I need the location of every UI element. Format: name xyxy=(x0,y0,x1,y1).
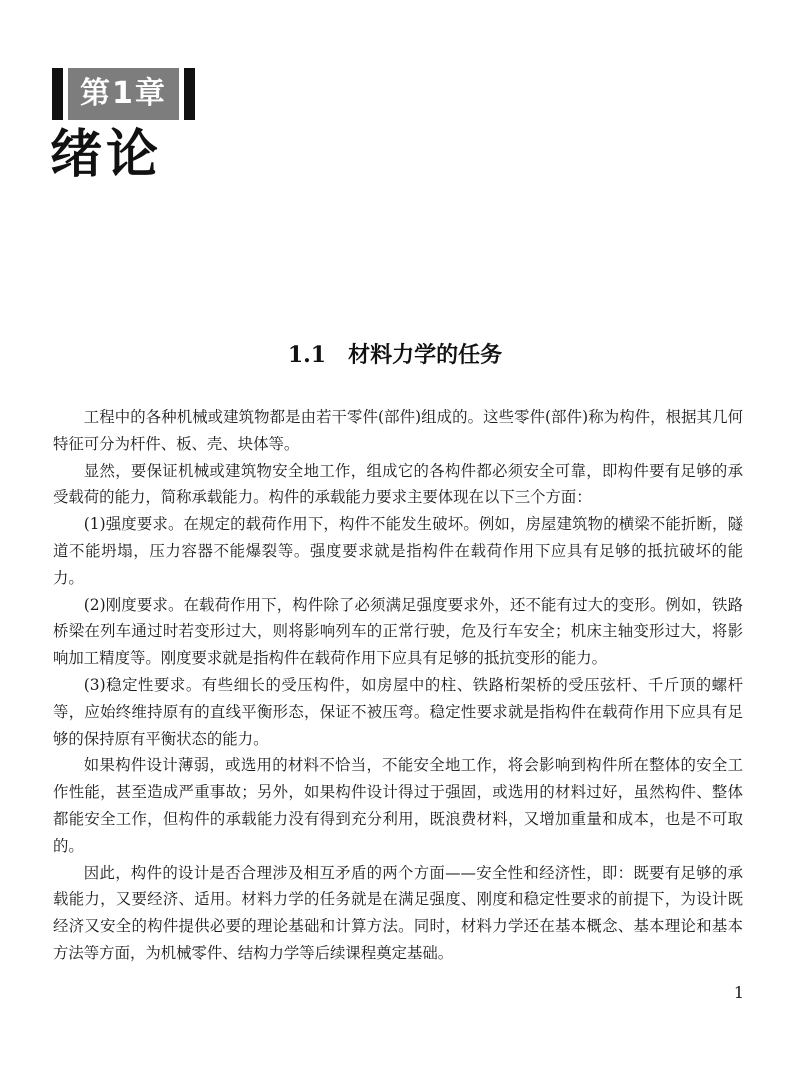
page-number: 1 xyxy=(733,983,744,1002)
paragraph: 如果构件设计薄弱，或选用的材料不恰当，不能安全地工作，将会影响到构件所在整体的安全工作性能，甚至造成严重事故；另外，如果构件设计得过于强固，或选用的材料过好，虽然构件、整体都能安全工作，但构件的承载能力没有得到充分利用，既浪费材料，又增加重量和成本，也是不可取的。 xyxy=(53,756,743,855)
paragraph: (1)强度要求。在规定的载荷作用下，构件不能发生破坏。例如，房屋建筑物的横梁不能折断，隧道不能坍塌，压力容器不能爆裂等。强度要求就是指构件在载荷作用下应具有足够的抵抗破坏的能力。 xyxy=(53,515,743,587)
paragraph: (3)稳定性要求。有些细长的受压构件，如房屋中的柱、铁路桁架桥的受压弦杆、千斤顶的螺杆等，应始终维持原有的直线平衡形态，保证不被压弯。稳定性要求就是指构件在载荷作用下应具有足够的保持原有平衡状态的能力。 xyxy=(53,675,743,748)
body-text xyxy=(53,404,743,967)
chapter-title: 绪论 xyxy=(50,125,163,185)
section-heading xyxy=(0,338,790,372)
section-number: 1.1 xyxy=(287,342,327,368)
paragraph: 显然，要保证机械或建筑物安全地工作，组成它的各构件都必须安全可靠，即构件要有足够的承受载荷的能力，简称承载能力。构件的承载能力要求主要体现在以下三个方面： xyxy=(53,461,743,507)
chapter-label-right-bar xyxy=(184,68,195,120)
paragraph: (2)刚度要求。在载荷作用下，构件除了必须满足强度要求外，还不能有过大的变形。例如，铁路桥梁在列车通过时若变形过大，则将影响列车的正常行驶，危及行车安全；机床主轴变形过大，将影响加工精度等。刚度要求就是指构件在载荷作用下应具有足够的抵抗变形的能力。 xyxy=(53,595,743,668)
chapter-label xyxy=(52,68,195,120)
paragraph: 因此，构件的设计是否合理涉及相互矛盾的两个方面——安全性和经济性，即：既要有足够的承载能力，又要经济、适用。材料力学的任务就是在满足强度、刚度和稳定性要求的前提下，为设计既经济又安全的构件提供必要的理论基础和计算方法。同时，材料力学还在基本概念、基本理论和基本方法等方面，为机械零件、结构力学等后续课程奠定基础。 xyxy=(53,863,743,962)
section-title: 材料力学的任务 xyxy=(348,342,503,368)
chapter-number: 第1章 xyxy=(68,68,179,120)
paragraph: 工程中的各种机械或建筑物都是由若干零件(部件)组成的。这些零件(部件)称为构件，根据其几何特征可分为杆件、板、壳、块体等。 xyxy=(53,408,743,453)
chapter-label-left-bar xyxy=(52,68,63,120)
